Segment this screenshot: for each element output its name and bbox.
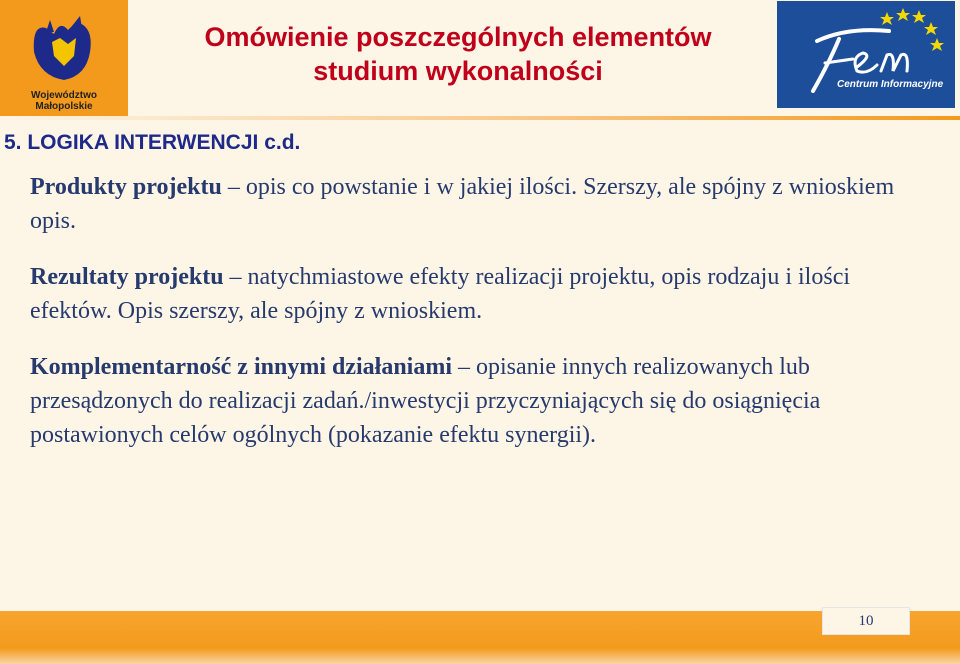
logo-line1: Województwo bbox=[31, 90, 97, 101]
text-complementarity: – opisanie innych realizowanych lub przesądzonych do realizacji zadań./inwestycji przyczyniających się do osiągnięcia postawionych celów ogólnych (pokazanie efektu synergii). bbox=[30, 354, 821, 448]
term-complementarity: Komplementarność z innymi działaniami bbox=[30, 354, 452, 380]
section-heading: 5. LOGIKA INTERWENCJI c.d. bbox=[4, 131, 301, 154]
title-line2: studium wykonalności bbox=[313, 56, 603, 86]
wojewodztwo-malopolskie-logo bbox=[0, 0, 128, 120]
logo-line2: Małopolskie bbox=[35, 101, 93, 112]
fem-caption: Centrum Informacyjne bbox=[837, 79, 944, 90]
fem-logo-icon bbox=[777, 1, 955, 108]
title-line1: Omówienie poszczególnych elementów bbox=[204, 22, 712, 52]
paragraph-complementarity bbox=[30, 350, 930, 452]
fem-logo bbox=[777, 1, 955, 108]
footer-bar bbox=[0, 611, 960, 664]
term-products: Produkty projektu bbox=[30, 174, 222, 200]
page-number: 10 bbox=[822, 607, 910, 635]
term-results: Rezultaty projektu bbox=[30, 264, 224, 290]
text-results: – natychmiastowe efekty realizacji projektu, opis rodzaju i ilości efektów. Opis szerszy, ale spójny z wnioskiem. bbox=[30, 264, 851, 324]
header-divider bbox=[0, 116, 960, 120]
paragraph-results bbox=[30, 260, 930, 328]
slide-title bbox=[150, 20, 766, 88]
paragraph-products bbox=[30, 170, 930, 238]
malopolska-crest-icon bbox=[24, 12, 104, 86]
slide-body bbox=[30, 170, 930, 474]
text-products: – opis co powstanie i w jakiej ilości. Szerszy, ale spójny z wnioskiem opis. bbox=[30, 174, 895, 234]
